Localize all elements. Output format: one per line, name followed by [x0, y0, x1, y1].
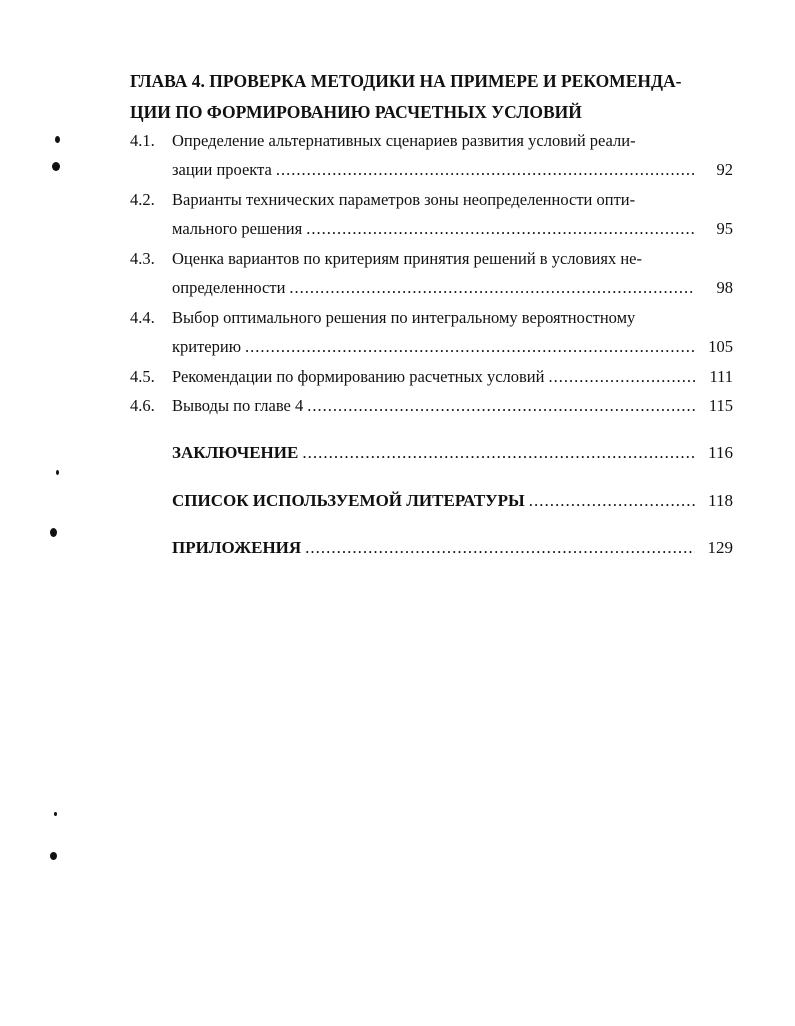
- dot-leader: [307, 396, 695, 416]
- page-number: 92: [716, 160, 733, 179]
- entry-title-line-2: критерию: [172, 337, 242, 356]
- dot-leader: [529, 491, 695, 511]
- section-title: СПИСОК ИСПОЛЬЗУЕМОЙ ЛИТЕРАТУРЫ: [172, 491, 525, 510]
- page-number: 116: [708, 443, 733, 462]
- toc-section-references[interactable]: [172, 491, 733, 511]
- toc-section-conclusion[interactable]: [172, 443, 733, 463]
- chapter-title-line-2: ЦИИ ПО ФОРМИРОВАНИЮ РАСЧЕТНЫХ УСЛОВИЙ: [130, 102, 582, 122]
- entry-number: 4.6.: [130, 396, 155, 415]
- entry-title-line-2: определенности: [172, 278, 286, 297]
- entry-title-line-1: Оценка вариантов по критериям принятия решений в условиях не-: [172, 249, 642, 268]
- scan-speck: [50, 852, 57, 860]
- entry-number: 4.4.: [130, 308, 155, 327]
- entry-number: 4.3.: [130, 249, 155, 268]
- dot-leader: [245, 337, 695, 357]
- entry-title-line-1: Варианты технических параметров зоны неопределенности опти-: [172, 190, 636, 209]
- dot-leader: [289, 278, 695, 298]
- scan-speck: [54, 812, 57, 816]
- page-number: 129: [707, 538, 733, 557]
- dot-leader: [302, 443, 695, 463]
- page-number: 105: [708, 337, 733, 356]
- dot-leader: [305, 538, 695, 558]
- dot-leader: [548, 367, 695, 387]
- entry-title-line-1: Выбор оптимального решения по интегральному вероятностному: [172, 308, 636, 327]
- chapter-title: [130, 66, 710, 128]
- dot-leader: [306, 219, 695, 239]
- entry-number: 4.5.: [130, 367, 155, 386]
- page-number: 111: [709, 367, 733, 386]
- page-number: 98: [716, 278, 733, 297]
- entry-title: Рекомендации по формированию расчетных условий: [172, 367, 545, 386]
- entry-title-line-2: мального решения: [172, 219, 303, 238]
- scan-speck: [55, 136, 60, 143]
- page-number: 95: [716, 219, 733, 238]
- scan-speck: [50, 528, 57, 537]
- section-title: ЗАКЛЮЧЕНИЕ: [172, 443, 299, 462]
- entry-title: Выводы по главе 4: [172, 396, 304, 415]
- dot-leader: [276, 160, 695, 180]
- page-number: 115: [708, 396, 733, 415]
- page-number: 118: [708, 491, 733, 510]
- chapter-title-line-1: ГЛАВА 4. ПРОВЕРКА МЕТОДИКИ НА ПРИМЕРЕ И РЕКОМЕНДА-: [130, 71, 682, 91]
- entry-title-line-1: Определение альтернативных сценариев развития условий реали-: [172, 131, 636, 150]
- entry-title-line-2: зации проекта: [172, 160, 272, 179]
- scan-speck: [56, 470, 59, 475]
- scan-speck: [52, 162, 60, 171]
- section-title: ПРИЛОЖЕНИЯ: [172, 538, 302, 557]
- entry-number: 4.2.: [130, 190, 155, 209]
- entry-number: 4.1.: [130, 131, 155, 150]
- toc-section-appendices[interactable]: [172, 538, 733, 558]
